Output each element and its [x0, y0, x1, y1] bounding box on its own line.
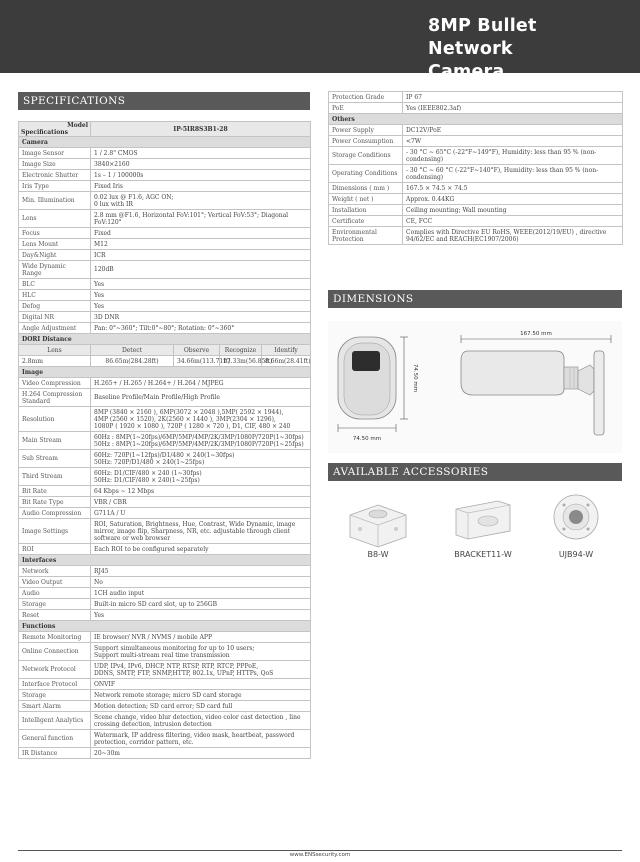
spec-key: Image Settings: [19, 519, 91, 544]
spec-row: [19, 690, 311, 701]
spec-key: Video Compression: [19, 378, 91, 389]
dori-header-cell: Lens: [19, 345, 91, 356]
group-others: [329, 114, 623, 125]
spec-row: [19, 577, 311, 588]
spec-key: Angle Adjustment: [19, 323, 91, 334]
accessories-svg: [328, 487, 622, 557]
specifications-table-continued: [328, 91, 623, 245]
spec-row: [19, 643, 311, 661]
spec-row: [19, 210, 311, 228]
spec-key: ROI: [19, 544, 91, 555]
spec-key: HLC: [19, 290, 91, 301]
spec-key: Smart Alarm: [19, 701, 91, 712]
specifications-table-body: [19, 122, 311, 759]
spec-value: 120dB: [91, 261, 311, 279]
spec-row: [19, 389, 311, 407]
spec-value: 8MP (3840 × 2160 ), 6MP(3072 × 2048 ),5MP( 2592 × 1944), 4MP (2560 × 1520), 2K(2560 × 1440 ), 3MP(2304 × 1296), 1080P ( 1920 × 1080 ), 720P ( 1280 × 720 ), D1, CIF, 480 × 240: [91, 407, 311, 432]
spec-value: 60Hz: 720P(1~12fps)/D1/480 × 240(1~30fps) 50Hz: 720P/D1/480 × 240(1~25fps): [91, 450, 311, 468]
group-interfaces: [19, 555, 311, 566]
spec-key: Storage: [19, 690, 91, 701]
spec-key: Weight ( net ): [329, 194, 403, 205]
spec-key: Intelligent Analytics: [19, 712, 91, 730]
dori-header-cell: Identify: [262, 345, 311, 356]
model-number: IP-5IR8S3B1-28: [91, 122, 311, 137]
spec-key: Audio Compression: [19, 508, 91, 519]
spec-key: Bit Rate Type: [19, 497, 91, 508]
specifications-table-continued-body: [329, 92, 623, 245]
spec-value: 1 / 2.8" CMOS: [91, 148, 311, 159]
accessories-heading: AVAILABLE ACCESSORIES: [328, 463, 622, 481]
spec-value: Yes: [91, 279, 311, 290]
group-dori-label: DORI Distance: [19, 334, 311, 345]
spec-key: Focus: [19, 228, 91, 239]
dori-value-cell: 34.66m(113.71ft): [174, 356, 220, 367]
spec-value: Complies with Directive EU RoHS, WEEE(2012/19/EU) , directive 94/62/EC and REACH(EC1907/2006): [403, 227, 623, 245]
dimensions-svg: [328, 321, 622, 453]
spec-value: ROI, Saturation, Brightness, Hue, Contrast, Wide Dynamic, image mirror, image flip, Sharpness, NR, etc. adjustable through client software or web browser: [91, 519, 311, 544]
spec-key: Network: [19, 566, 91, 577]
b8-w-image: [350, 505, 406, 547]
spec-row: [19, 566, 311, 577]
spec-row: [19, 544, 311, 555]
spec-value: Yes: [91, 290, 311, 301]
spec-value: Motion detection; SD card error; SD card full: [91, 701, 311, 712]
page-title: [428, 15, 608, 84]
spec-row: [19, 323, 311, 334]
spec-row: [19, 378, 311, 389]
spec-row: [19, 181, 311, 192]
spec-value: DC12V/PoE: [403, 125, 623, 136]
spec-key: Storage Conditions: [329, 147, 403, 165]
spec-row: [19, 486, 311, 497]
accessory-label-bracket11-w: BRACKET11-W: [454, 550, 512, 559]
spec-key: Bit Rate: [19, 486, 91, 497]
spec-value: Watermark, IP address filtering, video mask, heartbeat, password protection, corridor pattern, etc.: [91, 730, 311, 748]
spec-row: [329, 165, 623, 183]
spec-value: <7W: [403, 136, 623, 147]
spec-row: [19, 730, 311, 748]
spec-key: Installation: [329, 205, 403, 216]
spec-row: [19, 239, 311, 250]
spec-value: Baseline Profile/Main Profile/High Profile: [91, 389, 311, 407]
title-line-1: 8MP Bullet Network: [428, 16, 537, 59]
spec-key: Video Output: [19, 577, 91, 588]
spec-value: Network remote storage; micro SD card storage: [91, 690, 311, 701]
group-image: [19, 367, 311, 378]
spec-row: [19, 588, 311, 599]
spec-value: Yes (IEEE802.3af): [403, 103, 623, 114]
spec-key: Remote Monitoring: [19, 632, 91, 643]
spec-row: [19, 148, 311, 159]
spec-row: [19, 610, 311, 621]
spec-value: Fixed: [91, 228, 311, 239]
spec-value: H.265+ / H.265 / H.264+ / H.264 / MJPEG: [91, 378, 311, 389]
group-camera-label: Camera: [19, 137, 311, 148]
spec-key: Power Consumption: [329, 136, 403, 147]
spec-row: [19, 519, 311, 544]
dimension-width-label: 74.50 mm: [352, 436, 382, 442]
spec-value: ONVIF: [91, 679, 311, 690]
spec-key: Reset: [19, 610, 91, 621]
model-header-cell: [19, 122, 91, 137]
spec-key: Lens Mount: [19, 239, 91, 250]
spec-value: Yes: [91, 610, 311, 621]
spec-row: [19, 632, 311, 643]
spec-key: Iris Type: [19, 181, 91, 192]
dori-header-cell: Observe: [174, 345, 220, 356]
spec-row: [329, 183, 623, 194]
ujb94-w-image: [554, 495, 598, 539]
accessory-label-b8-w: B8-W: [367, 550, 389, 559]
spec-row: [329, 216, 623, 227]
specifications-table: [18, 121, 311, 759]
spec-key: Min. Illumination: [19, 192, 91, 210]
spec-row: [19, 290, 311, 301]
spec-row: [19, 748, 311, 759]
dimensions-drawing: [328, 321, 622, 453]
spec-key: Resolution: [19, 407, 91, 432]
spec-value: M12: [91, 239, 311, 250]
spec-key: Network Protocol: [19, 661, 91, 679]
spec-row: [19, 279, 311, 290]
group-image-label: Image: [19, 367, 311, 378]
spec-row: [329, 103, 623, 114]
dori-header-row: [19, 345, 311, 356]
spec-row: [329, 147, 623, 165]
spec-key: Operating Conditions: [329, 165, 403, 183]
dori-value-cell: 17.33m(56.85ft): [220, 356, 262, 367]
front-view-drawing: [338, 337, 408, 432]
spec-key: IR Distance: [19, 748, 91, 759]
spec-key: Protection Grade: [329, 92, 403, 103]
spec-key: Dimensions ( mm ): [329, 183, 403, 194]
spec-row: [19, 228, 311, 239]
spec-value: RJ45: [91, 566, 311, 577]
title-line-2: Camera: [428, 62, 505, 82]
dori-header-cell: Recognize: [220, 345, 262, 356]
spec-key: Third Stream: [19, 468, 91, 486]
spec-row: [329, 227, 623, 245]
spec-row: [19, 407, 311, 432]
spec-value: ICR: [91, 250, 311, 261]
spec-value: Scene change, video blur detection, video color cast detection , line crossing detection, intrusion detection: [91, 712, 311, 730]
spec-row: [19, 450, 311, 468]
spec-key: Audio: [19, 588, 91, 599]
spec-row: [329, 194, 623, 205]
spec-key: Environmental Protection: [329, 227, 403, 245]
spec-row: [19, 679, 311, 690]
spec-row: [19, 712, 311, 730]
spec-row: [19, 261, 311, 279]
spec-value: IE browser/ NVR / NVMS / mobile APP: [91, 632, 311, 643]
spec-key: Power Supply: [329, 125, 403, 136]
spec-value: VBR / CBR: [91, 497, 311, 508]
dimension-length-label: 167.50 mm: [520, 331, 552, 337]
footer: [0, 848, 640, 862]
spec-row: [19, 432, 311, 450]
spec-key: Defog: [19, 301, 91, 312]
spec-value: CE, FCC: [403, 216, 623, 227]
spec-row: [19, 497, 311, 508]
dimension-height-label: 74.50 mm: [412, 363, 418, 393]
spec-row: [19, 508, 311, 519]
accessories-gallery: [328, 487, 622, 577]
spec-value: Ceiling mounting; Wall mounting: [403, 205, 623, 216]
spec-key: Image Size: [19, 159, 91, 170]
spec-value: - 30 °C ~ 60 °C (-22°F~140°F), Humidity: less than 95 % (non-condensing): [403, 165, 623, 183]
spec-value: - 30 °C ~ 65°C (-22°F~149°F), Humidity: less than 95 % (non-condensing): [403, 147, 623, 165]
bracket11-w-image: [456, 501, 510, 539]
spec-value: Approx. 0.44KG: [403, 194, 623, 205]
footer-divider: [18, 850, 622, 851]
spec-row: [19, 159, 311, 170]
spec-value: UDP, IPv4, IPv6, DHCP, NTP, RTSP, RTP, RTCP, PPPoE, DDNS, SMTP, FTP, SNMP,HTTP, 802.1x, UPnP, HTTPs, QoS: [91, 661, 311, 679]
spec-row: [19, 701, 311, 712]
dori-value-cell: 86.65m(284.28ft): [91, 356, 174, 367]
spec-value: 3840×2160: [91, 159, 311, 170]
spec-value: 60Hz : 8MP(1~20fps)/6MP/5MP/4MP/2K/3MP/1080P/720P(1~30fps) 50Hz : 8MP(1~20fps)/6MP/5MP/4MP/2K/3MP/1080P/720P(1~25fps): [91, 432, 311, 450]
group-interfaces-label: Interfaces: [19, 555, 311, 566]
dori-header-cell: Detect: [91, 345, 174, 356]
spec-value: 167.5 × 74.5 × 74.5: [403, 183, 623, 194]
spec-row: [19, 170, 311, 181]
dori-value-row: [19, 356, 311, 367]
accessory-label-ujb94-w: UJB94-W: [558, 550, 594, 559]
spec-value: IP 67: [403, 92, 623, 103]
spec-key: Sub Stream: [19, 450, 91, 468]
spec-key: General function: [19, 730, 91, 748]
spec-row: [19, 301, 311, 312]
spec-value: Yes: [91, 301, 311, 312]
spec-row: [19, 192, 311, 210]
spec-row: [19, 661, 311, 679]
spec-row: [329, 136, 623, 147]
group-camera: [19, 137, 311, 148]
dori-value-cell: 8.66m(28.41ft): [262, 356, 311, 367]
spec-row: [329, 92, 623, 103]
spec-key: Interface Protocol: [19, 679, 91, 690]
spec-value: 64 Kbps ~ 12 Mbps: [91, 486, 311, 497]
spec-value: G711A / U: [91, 508, 311, 519]
spec-value: Fixed Iris: [91, 181, 311, 192]
footer-url: www.ENSsecurity.com: [289, 852, 351, 858]
spec-value: Pan: 0°~360°; Tilt:0°~80°; Rotation: 0°~360°: [91, 323, 311, 334]
group-functions: [19, 621, 311, 632]
spec-key: Day&Night: [19, 250, 91, 261]
spec-value: No: [91, 577, 311, 588]
spec-row: [19, 468, 311, 486]
dori-value-cell: 2.8mm: [19, 356, 91, 367]
spec-key: Electronic Shutter: [19, 170, 91, 181]
spec-key: PoE: [329, 103, 403, 114]
spec-row: [329, 125, 623, 136]
spec-key: Main Stream: [19, 432, 91, 450]
spec-value: 0.02 lux @ F1.6, AGC ON; 0 lux with IR: [91, 192, 311, 210]
spec-row: [19, 250, 311, 261]
header-banner: [0, 0, 640, 82]
group-functions-label: Functions: [19, 621, 311, 632]
specifications-heading: SPECIFICATIONS: [18, 92, 310, 110]
model-col-label: Model: [67, 122, 88, 129]
spec-col-label: Specifications: [21, 129, 68, 136]
spec-value: 60Hz: D1/CIF/480 × 240 (1~30fps) 50Hz: D1/CIF/480 × 240(1~25fps): [91, 468, 311, 486]
spec-value: 20~30m: [91, 748, 311, 759]
group-dori: [19, 334, 311, 345]
group-others-label: Others: [329, 114, 623, 125]
spec-value: Each ROI to be configured separately: [91, 544, 311, 555]
spec-key: Online Connection: [19, 643, 91, 661]
spec-key: BLC: [19, 279, 91, 290]
spec-value: Support simultaneous monitoring for up to 10 users; Support multi-stream real time transmission: [91, 643, 311, 661]
spec-key: Storage: [19, 599, 91, 610]
spec-value: 2.8 mm @F1.6, Horizontal FoV:101°; Vertical FoV:53°; Diagonal FoV:120°: [91, 210, 311, 228]
dimensions-heading: DIMENSIONS: [328, 290, 622, 308]
spec-value: Built-in micro SD card slot, up to 256GB: [91, 599, 311, 610]
spec-row: [19, 312, 311, 323]
side-view-drawing: [461, 335, 611, 435]
spec-value: 1s – 1 / 100000s: [91, 170, 311, 181]
model-header-row: [19, 122, 311, 137]
spec-key: Certificate: [329, 216, 403, 227]
spec-value: 1CH audio input: [91, 588, 311, 599]
spec-key: Wide Dynamic Range: [19, 261, 91, 279]
spec-key: Image Sensor: [19, 148, 91, 159]
spec-key: H.264 Compression Standard: [19, 389, 91, 407]
spec-value: 3D DNR: [91, 312, 311, 323]
spec-key: Lens: [19, 210, 91, 228]
spec-row: [329, 205, 623, 216]
spec-key: Digital NR: [19, 312, 91, 323]
spec-row: [19, 599, 311, 610]
